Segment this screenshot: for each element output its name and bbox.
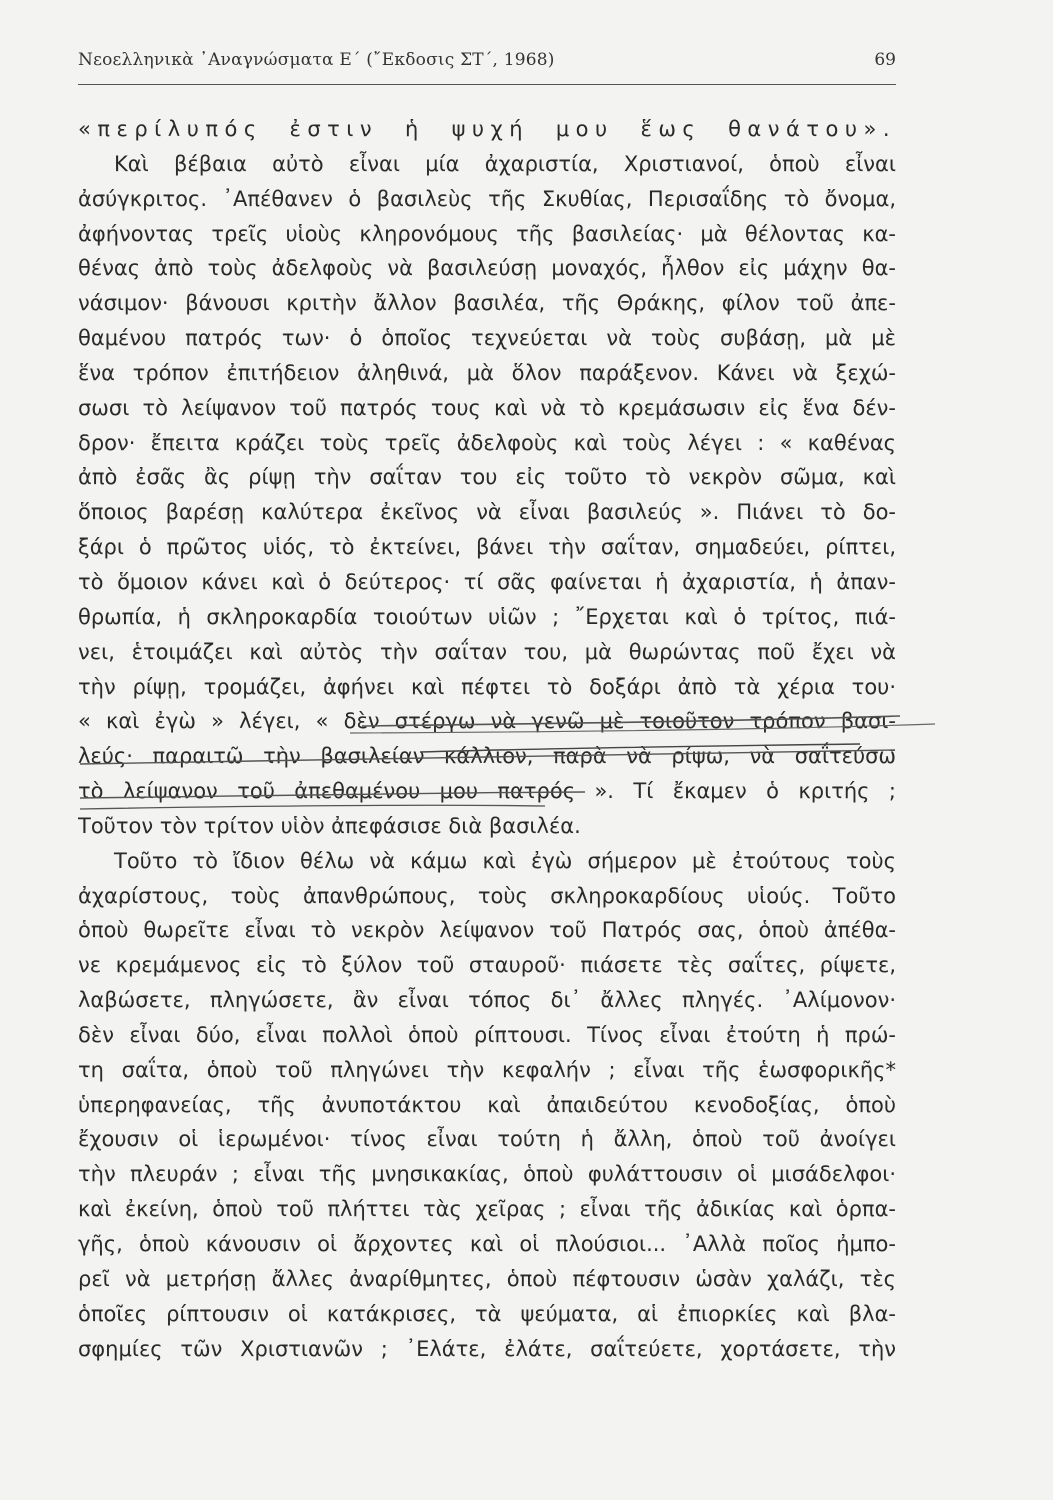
- header-title: Νεοελληνικὰ ᾽Αναγνώσματα Ε΄ (῎Εκδοσις ΣΤ΄, 1968): [78, 50, 555, 70]
- header-rule: [78, 84, 896, 85]
- text-line: σφημίες τῶν Χριστιανῶν ; ᾽Ελάτε, ἐλάτε, σαΐτεύετε, χορτάσετε, τὴν: [78, 1336, 896, 1361]
- text-line: ρεῖ νὰ μετρήσῃ ἄλλες ἀναρίθμητες, ὁποὺ πέφτουσιν ὡσὰν χαλάζι, τὲς: [78, 1266, 896, 1291]
- text-line: νάσιμον· βάνουσι κριτὴν ἄλλον βασιλέα, τῆς Θράκης, φίλον τοῦ ἀπε-: [78, 291, 896, 316]
- text-line: δὲν εἶναι δύο, εἶναι πολλοὶ ὁποὺ ρίπτουσι. Τίνος εἶναι ἐτούτη ἡ πρώ-: [78, 1022, 896, 1047]
- text-line: τὸ ὅμοιον κάνει καὶ ὁ δεύτερος· τί σᾶς φαίνεται ἡ ἀχαριστία, ἡ ἀπαν-: [78, 569, 896, 594]
- text-line: τὴν πλευράν ; εἶναι τῆς μνησικακίας, ὁποὺ φυλάττουσιν οἱ μισάδελφοι·: [78, 1162, 896, 1187]
- text-line: « καὶ ἐγὼ » λέγει, « δὲν στέργω νὰ γενῶ μὲ τοιοῦτον τρόπον βασι-: [78, 709, 896, 734]
- text-line: ἀχαρίστους, τοὺς ἀπανθρώπους, τοὺς σκληροκαρδίους υἱούς. Τοῦτο: [78, 883, 896, 908]
- body-text: [78, 112, 896, 1366]
- text-line: λεύς· παραιτῶ τὴν βασιλείαν κάλλιον, παρὰ νὰ ρίψω, νὰ σαΐτεύσω: [78, 744, 896, 769]
- page-number: 69: [874, 50, 896, 70]
- text-line: λαβώσετε, πληγώσετε, ἂν εἶναι τόπος δι᾽ ἄλλες πληγές. ᾽Αλίμονον·: [78, 988, 896, 1013]
- text-line: δρον· ἔπειτα κράζει τοὺς τρεῖς ἀδελφοὺς καὶ τοὺς λέγει : « καθένας: [78, 430, 896, 455]
- text-line: Τοῦτον τὸν τρίτον υἱὸν ἀπεφάσισε διὰ βασιλέα.: [78, 813, 581, 838]
- text-line: «περίλυπός ἐστιν ἡ ψυχή μου ἕως θανάτου».: [78, 117, 896, 141]
- text-line: ἔχουσιν οἱ ἱερωμένοι· τίνος εἶναι τούτη ἡ ἄλλη, ὁποὺ τοῦ ἀνοίγει: [78, 1127, 896, 1152]
- text-line: ὑπερηφανείας, τῆς ἀνυποτάκτου καὶ ἀπαιδεύτου κενοδοξίας, ὁποὺ: [78, 1092, 896, 1117]
- text-line: ἕνα τρόπον ἐπιτήδειον ἀληθινά, μὰ ὅλον παράξενον. Κάνει νὰ ξεχώ-: [78, 360, 896, 385]
- text-line: θαμένου πατρός των· ὁ ὁποῖος τεχνεύεται νὰ τοὺς συβάσῃ, μὰ μὲ: [78, 326, 896, 351]
- text-line: ἀφήνοντας τρεῖς υἱοὺς κληρονόμους τῆς βασιλείας· μὰ θέλοντας κα-: [78, 221, 896, 246]
- text-line: θρωπία, ἡ σκληροκαρδία τοιούτων υἱῶν ; ῎Ερχεται καὶ ὁ τρίτος, πιά-: [78, 604, 896, 629]
- text-line: τη σαΐτα, ὁποὺ τοῦ πληγώνει τὴν κεφαλήν ; εἶναι τῆς ἑωσφορικῆς*: [78, 1057, 896, 1082]
- text-line: καὶ ἐκείνη, ὁποὺ τοῦ πλήττει τὰς χεῖρας ; εἶναι τῆς ἀδικίας καὶ ὁρπα-: [78, 1197, 896, 1222]
- text-line: τὸ λείψανον τοῦ ἀπεθαμένου μου πατρός ». Τί ἔκαμεν ὁ κριτής ;: [78, 779, 896, 804]
- text-line: ἀπὸ ἐσᾶς ἂς ρίψῃ τὴν σαΐταν του εἰς τοῦτο τὸ νεκρὸν σῶμα, καὶ: [78, 465, 896, 490]
- text-line: θένας ἀπὸ τοὺς ἀδελφοὺς νὰ βασιλεύσῃ μοναχός, ἦλθον εἰς μάχην θα-: [78, 256, 896, 281]
- text-line: ἀσύγκριτος. ᾽Απέθανεν ὁ βασιλεὺς τῆς Σκυθίας, Περισαΐδης τὸ ὄνομα,: [78, 186, 896, 211]
- text-line: νει, ἑτοιμάζει καὶ αὐτὸς τὴν σαΐταν του, μὰ θωρώντας ποῦ ἔχει νὰ: [78, 639, 896, 664]
- text-line: γῆς, ὁποὺ κάνουσιν οἱ ἄρχοντες καὶ οἱ πλούσιοι... ᾽Αλλὰ ποῖος ἠμπο-: [78, 1232, 896, 1256]
- running-header: [78, 46, 896, 76]
- text-line: τὴν ρίψῃ, τρομάζει, ἀφήνει καὶ πέφτει τὸ δοξάρι ἀπὸ τὰ χέρια του·: [78, 674, 896, 699]
- text-line: ὁποῖες ρίπτουσιν οἱ κατάκρισες, τὰ ψεύματα, αἱ ἐπιορκίες καὶ βλα-: [78, 1301, 896, 1326]
- text-line: Τοῦτο τὸ ἴδιον θέλω νὰ κάμω καὶ ἐγὼ σήμερον μὲ ἐτούτους τοὺς: [114, 848, 896, 873]
- text-line: σωσι τὸ λείψανον τοῦ πατρός τους καὶ νὰ τὸ κρεμάσωσιν εἰς ἕνα δέν-: [78, 395, 896, 420]
- text-line: ὅποιος βαρέσῃ καλύτερα ἐκεῖνος νὰ εἶναι βασιλεύς ». Πιάνει τὸ δο-: [78, 500, 896, 525]
- text-line: ξάρι ὁ πρῶτος υἱός, τὸ ἐκτείνει, βάνει τὴν σαΐταν, σημαδεύει, ρίπτει,: [78, 535, 896, 560]
- text-line: Καὶ βέβαια αὐτὸ εἶναι μία ἀχαριστία, Χριστιανοί, ὁποὺ εἶναι: [114, 151, 896, 176]
- text-line: νε κρεμάμενος εἰς τὸ ξύλον τοῦ σταυροῦ· πιάσετε τὲς σαΐτες, ρίψετε,: [78, 953, 896, 978]
- text-line: ὁποὺ θωρεῖτε εἶναι τὸ νεκρὸν λείψανον τοῦ Πατρός σας, ὁποὺ ἀπέθα-: [78, 918, 896, 943]
